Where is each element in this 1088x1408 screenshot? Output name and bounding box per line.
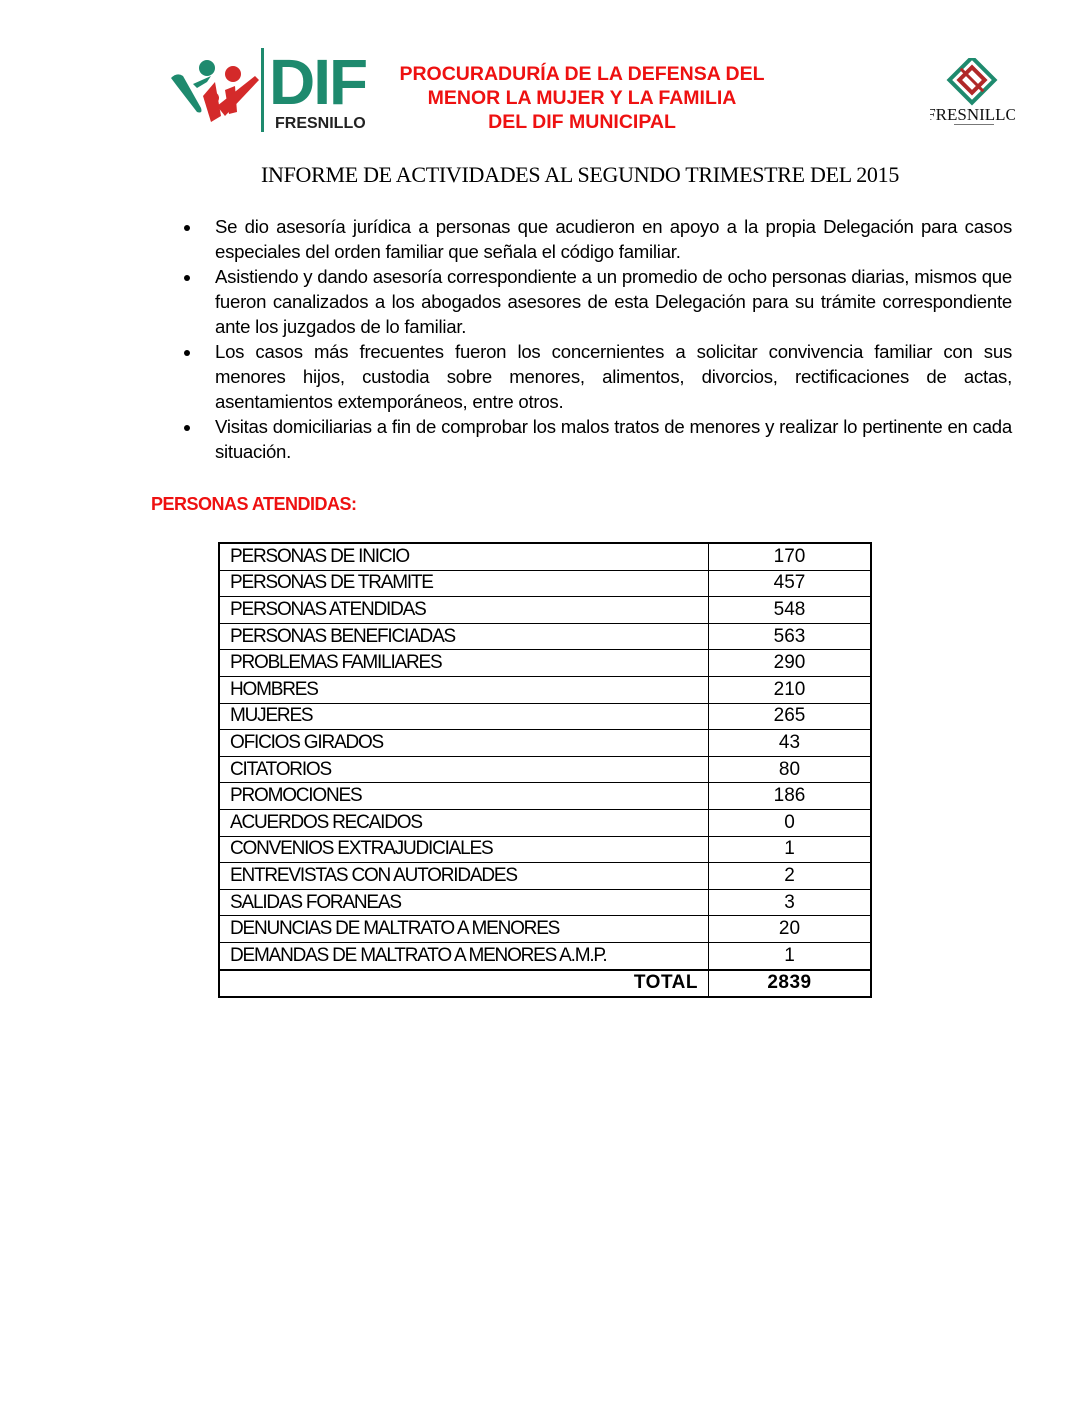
header-title-line-2: MENOR LA MUJER Y LA FAMILIA xyxy=(427,87,737,109)
svg-text:FRESNILLO: FRESNILLO xyxy=(930,105,1015,124)
row-label: MUJERES xyxy=(219,703,709,730)
bullet-icon xyxy=(184,225,190,231)
dif-emblem-icon xyxy=(163,46,368,134)
row-label: CITATORIOS xyxy=(219,756,709,783)
row-value: 2 xyxy=(709,863,872,890)
table-row xyxy=(219,730,871,757)
table-row xyxy=(219,942,871,969)
row-value: 563 xyxy=(709,623,872,650)
row-label: PERSONAS ATENDIDAS xyxy=(219,597,709,624)
row-label: PROBLEMAS FAMILIARES xyxy=(219,650,709,677)
fresnillo-municipal-logo xyxy=(930,58,1015,130)
list-item: Los casos más frecuentes fueron los concernientes a solicitar convivencia familiar con sus menores hijos, custodia sobre menores, alimentos, divorcios, rectificaciones de actas, asentamientos extemporáneos, entre otros. xyxy=(180,339,1012,414)
table-total-row xyxy=(219,970,871,998)
row-label: PERSONAS DE INICIO xyxy=(219,543,709,570)
row-value: 3 xyxy=(709,889,872,916)
row-value: 548 xyxy=(709,597,872,624)
persons-attended-table xyxy=(218,542,872,998)
row-value: 80 xyxy=(709,756,872,783)
svg-text:DIF: DIF xyxy=(269,46,367,118)
list-item: Asistiendo y dando asesoría correspondiente a un promedio de ocho personas diarias, mismos que fueron canalizados a los abogados asesores de esta Delegación para su trámite correspondiente ante los juzgados de lo familiar. xyxy=(180,264,1012,339)
row-label: DEMANDAS DE MALTRATO A MENORES A.M.P. xyxy=(219,942,709,969)
bullet-icon xyxy=(184,350,190,356)
dif-fresnillo-logo xyxy=(163,46,368,134)
total-label: TOTAL xyxy=(219,970,709,998)
table-row xyxy=(219,889,871,916)
section-heading: PERSONAS ATENDIDAS: xyxy=(151,494,357,514)
list-item: Visitas domiciliarias a fin de comprobar los malos tratos de menores y realizar lo pertinente en cada situación. xyxy=(180,414,1012,464)
table-row xyxy=(219,916,871,943)
table-row xyxy=(219,809,871,836)
table-row xyxy=(219,543,871,570)
row-label: OFICIOS GIRADOS xyxy=(219,730,709,757)
row-value: 265 xyxy=(709,703,872,730)
row-label: SALIDAS FORANEAS xyxy=(219,889,709,916)
table-row xyxy=(219,836,871,863)
table-row xyxy=(219,703,871,730)
row-value: 1 xyxy=(709,836,872,863)
row-label: DENUNCIAS DE MALTRATO A MENORES xyxy=(219,916,709,943)
fresnillo-emblem-icon xyxy=(930,58,1015,130)
row-label: HOMBRES xyxy=(219,676,709,703)
row-value: 210 xyxy=(709,676,872,703)
row-value: 1 xyxy=(709,942,872,969)
row-value: 290 xyxy=(709,650,872,677)
row-value: 43 xyxy=(709,730,872,757)
table-row xyxy=(219,570,871,597)
header-title xyxy=(372,62,792,134)
row-label: PERSONAS BENEFICIADAS xyxy=(219,623,709,650)
row-value: 20 xyxy=(709,916,872,943)
header-title-line-3: DEL DIF MUNICIPAL xyxy=(488,111,676,133)
table-row xyxy=(219,676,871,703)
table-row xyxy=(219,623,871,650)
row-label: ACUERDOS RECAIDOS xyxy=(219,809,709,836)
table-row xyxy=(219,756,871,783)
row-value: 457 xyxy=(709,570,872,597)
header-title-line-1: PROCURADURÍA DE LA DEFENSA DEL xyxy=(399,63,765,85)
table-row xyxy=(219,650,871,677)
table-row xyxy=(219,783,871,810)
svg-text:FRESNILLO: FRESNILLO xyxy=(275,115,366,132)
total-value: 2839 xyxy=(709,970,872,998)
table-row xyxy=(219,597,871,624)
activities-list xyxy=(180,214,1012,464)
row-label: CONVENIOS EXTRAJUDICIALES xyxy=(219,836,709,863)
row-label: PERSONAS DE TRAMITE xyxy=(219,570,709,597)
row-value: 0 xyxy=(709,809,872,836)
row-label: ENTREVISTAS CON AUTORIDADES xyxy=(219,863,709,890)
row-value: 170 xyxy=(709,543,872,570)
bullet-icon xyxy=(184,425,190,431)
report-title: INFORME DE ACTIVIDADES AL SEGUNDO TRIMESTRE DEL 2015 xyxy=(260,162,900,187)
list-item: Se dio asesoría jurídica a personas que acudieron en apoyo a la propia Delegación para casos especiales del orden familiar que señala el código familiar. xyxy=(180,214,1012,264)
table-row xyxy=(219,863,871,890)
bullet-icon xyxy=(184,275,190,281)
row-label: PROMOCIONES xyxy=(219,783,709,810)
row-value: 186 xyxy=(709,783,872,810)
